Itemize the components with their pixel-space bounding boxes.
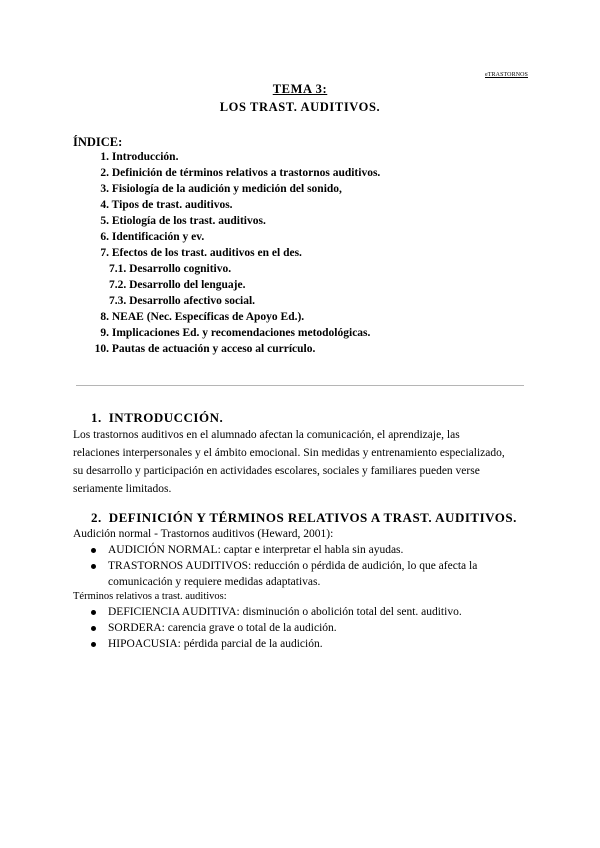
list-item: TRASTORNOS AUDITIVOS: reducción o pérdida de audición, lo que afecta la comunicación y requiere medidas adaptativas.	[91, 558, 531, 590]
section-1-heading: 1. INTRODUCCIÓN.	[91, 410, 224, 425]
section-2-intro: Audición normal - Trastornos auditivos (Heward, 2001):	[73, 528, 334, 540]
document-subtitle: LOS TRAST. AUDITIVOS.	[219, 100, 381, 114]
toc-item: 5. Etiología de los trast. auditivos.	[100, 215, 266, 227]
bullet-icon	[91, 564, 96, 569]
toc-item: 9. Implicaciones Ed. y recomendaciones metodológicas.	[100, 327, 371, 339]
bullet-icon	[91, 626, 96, 631]
terms-list	[91, 604, 531, 652]
paragraph-line: Los trastornos auditivos en el alumnado afectan la comunicación, el aprendizaje, las	[73, 429, 460, 441]
toc-subitem: 7.2. Desarrollo del lenguaje.	[109, 279, 246, 291]
paragraph-line: seriamente limitados.	[73, 483, 172, 495]
index-label: ÍNDICE:	[73, 135, 123, 149]
header-tag: eTRASTORNOS	[485, 72, 528, 78]
list-item: DEFICIENCIA AUDITIVA: disminución o abolición total del sent. auditivo.	[91, 604, 531, 620]
paragraph-line: su desarrollo y participación en actividades escolares, sociales y familiares pueden verse	[73, 465, 480, 477]
definition-list	[91, 542, 531, 590]
toc-item: 1. Introducción.	[100, 151, 179, 163]
bullet-icon	[91, 548, 96, 553]
terms-label: Términos relativos a trast. auditivos:	[73, 591, 227, 602]
list-item: AUDICIÓN NORMAL: captar e interpretar el habla sin ayudas.	[91, 542, 531, 558]
toc-item: 3. Fisiología de la audición y medición del sonido,	[100, 183, 342, 195]
toc-item: 10. Pautas de actuación y acceso al currículo.	[94, 343, 316, 355]
toc-item: 4. Tipos de trast. auditivos.	[100, 199, 233, 211]
toc-item: 2. Definición de términos relativos a trastornos auditivos.	[100, 167, 381, 179]
document-title: TEMA 3:	[272, 82, 328, 96]
toc-item: 8. NEAE (Nec. Específicas de Apoyo Ed.).	[100, 311, 305, 323]
paragraph-line: relaciones interpersonales y el ámbito emocional. Sin medidas y entrenamiento especializado,	[73, 447, 505, 459]
table-of-contents	[90, 149, 380, 357]
toc-item: 6. Identificación y ev.	[100, 231, 205, 243]
list-item: SORDERA: carencia grave o total de la audición.	[91, 620, 531, 636]
list-item: HIPOACUSIA: pérdida parcial de la audición.	[91, 636, 531, 652]
toc-subitem: 7.3. Desarrollo afectivo social.	[109, 295, 256, 307]
toc-subitem: 7.1. Desarrollo cognitivo.	[109, 263, 232, 275]
bullet-icon	[91, 642, 96, 647]
section-2-heading: 2. DEFINICIÓN Y TÉRMINOS RELATIVOS A TRAST. AUDITIVOS.	[91, 510, 517, 525]
bullet-icon	[91, 610, 96, 615]
toc-item: 7. Efectos de los trast. auditivos en el des.	[100, 247, 302, 259]
divider	[76, 385, 524, 386]
section-1-paragraph	[73, 426, 533, 498]
